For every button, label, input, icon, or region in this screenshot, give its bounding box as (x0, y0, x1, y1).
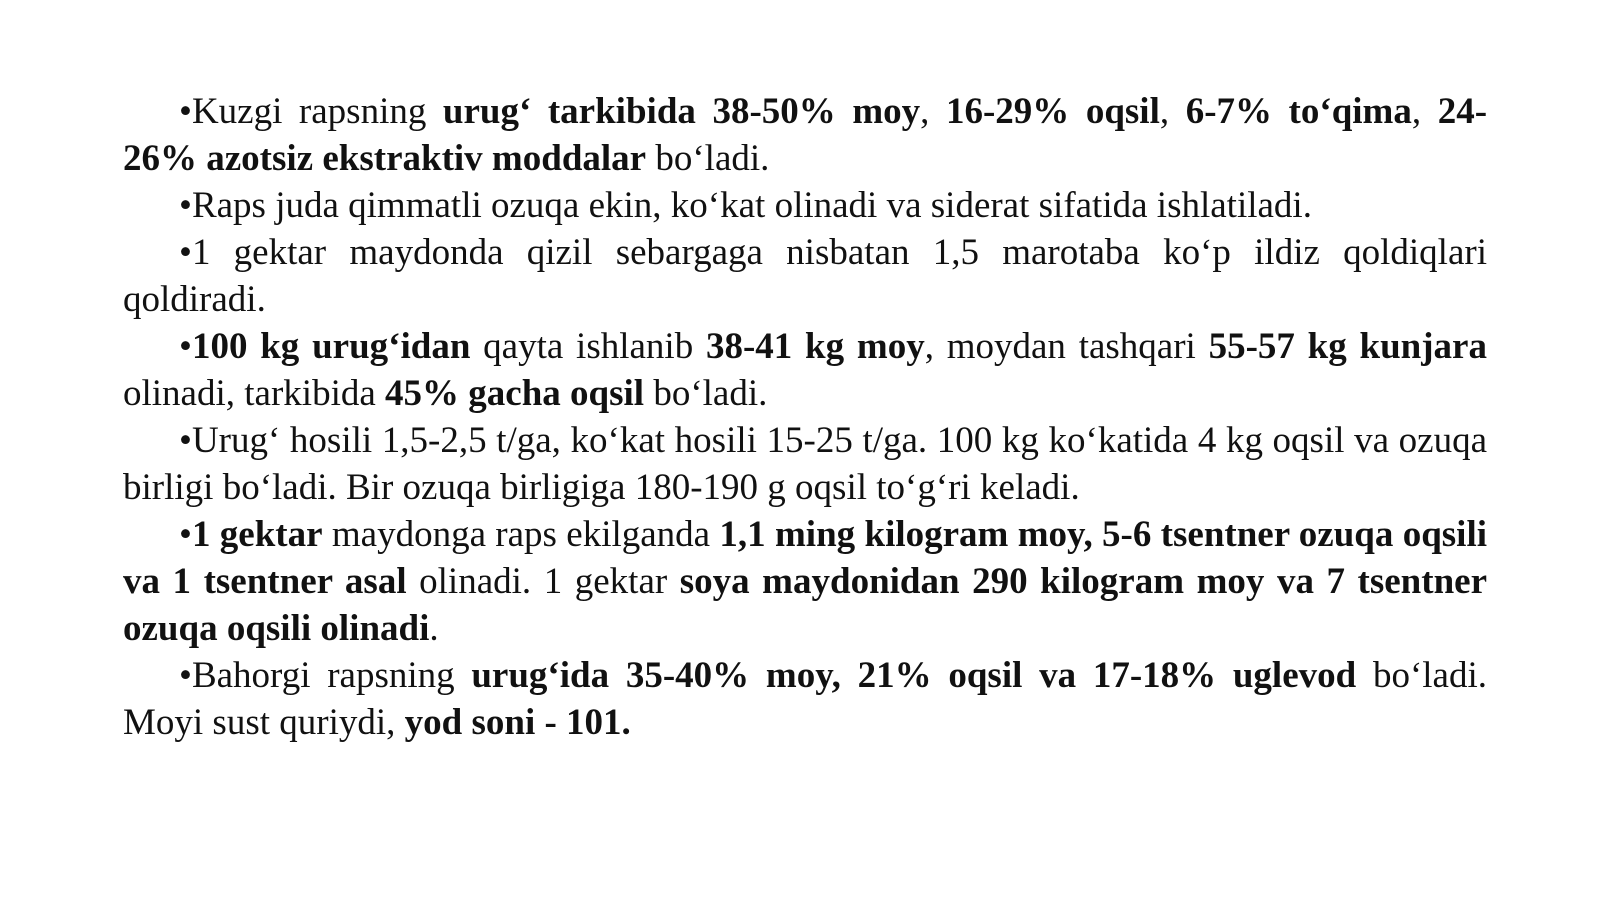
bold-text-segment: urug‘ida 35-40% moy, 21% oqsil va 17-18% uglevod (471, 655, 1357, 696)
text-segment: , moydan tashqari (924, 326, 1209, 367)
text-segment: , (1411, 91, 1438, 132)
text-segment: •Kuzgi rapsning (179, 91, 443, 132)
bold-text-segment: 16-29% oqsil (945, 91, 1160, 132)
text-segment: , (920, 91, 946, 132)
text-segment: • (179, 514, 192, 555)
bold-text-segment: 38-41 kg moy (705, 326, 925, 367)
bold-text-segment: 100 kg urug‘idan (191, 326, 471, 367)
bullet-paragraph (123, 323, 1487, 417)
text-segment: bo‘ladi. (644, 373, 768, 414)
text-segment: qayta ishlanib (470, 326, 706, 367)
text-segment: maydonga raps ekilganda (322, 514, 720, 555)
text-segment: • (179, 326, 192, 367)
text-segment: •1 gektar maydonda qizil sebargaga nisbatan 1,5 marotaba ko‘p ildiz qoldiqlari qoldiradi. (123, 232, 1487, 320)
bullet-paragraph (123, 229, 1487, 323)
bullet-paragraph (123, 182, 1487, 229)
bold-text-segment: 1 gektar (191, 514, 323, 555)
bullet-paragraph (123, 652, 1487, 746)
bullet-paragraph (123, 511, 1487, 652)
bold-text-segment: soya maydonidan 290 kilogram moy va 7 tsentner ozuqa oqsili olinadi (123, 561, 1487, 649)
text-segment: bo‘ladi. (646, 138, 770, 179)
bold-text-segment: 55-57 kg kunjara (1208, 326, 1487, 367)
bold-text-segment: 6-7% to‘qima (1185, 91, 1412, 132)
text-segment: •Urug‘ hosili 1,5-2,5 t/ga, ko‘kat hosili 15-25 t/ga. 100 kg ko‘katida 4 kg oqsil va ozuqa birligi bo‘ladi. Bir ozuqa birligiga 180-190 g oqsil to‘g‘ri keladi. (123, 420, 1487, 508)
text-segment: •Bahorgi rapsning (179, 655, 472, 696)
bold-text-segment: yod soni - 101. (404, 702, 631, 743)
bold-text-segment: urug‘ tarkibida 38-50% moy (442, 91, 921, 132)
bold-text-segment: 1,1 ming kilogram moy, 5-6 tsentner ozuqa oqsili va 1 tsentner asal (123, 514, 1488, 602)
bullet-paragraph (123, 88, 1487, 182)
text-segment: •Raps juda qimmatli ozuqa ekin, ko‘kat olinadi va siderat sifatida ishlatiladi. (179, 185, 1312, 226)
text-segment: , (1159, 91, 1186, 132)
bold-text-segment: 45% gacha oqsil (385, 373, 645, 414)
bold-text-segment: 24-26% azotsiz ekstraktiv moddalar (123, 91, 1488, 179)
slide-text-body (123, 88, 1487, 746)
text-segment: . (429, 608, 439, 649)
bullet-paragraph (123, 417, 1487, 511)
text-segment: bo‘ladi. Moyi sust quriydi, (123, 655, 1487, 743)
text-segment: olinadi, tarkibida (123, 373, 386, 414)
text-segment: olinadi. 1 gektar (406, 561, 680, 602)
